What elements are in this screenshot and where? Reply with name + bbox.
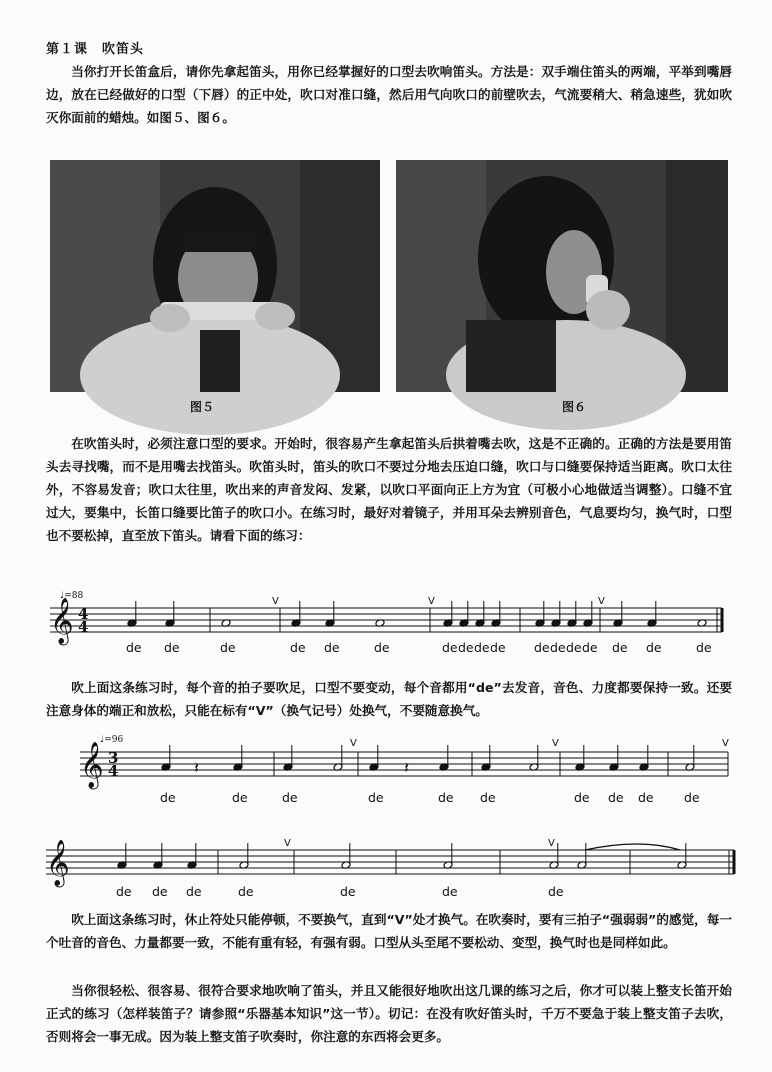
- syllable-label: de: [696, 640, 712, 655]
- syllable-label: de: [480, 790, 496, 805]
- syllable-label: de: [374, 640, 390, 655]
- syllable-label: de: [324, 640, 340, 655]
- syllable-label: de: [442, 884, 458, 899]
- breath-mark-icon: V: [722, 738, 729, 749]
- exercise-2-line-1-notes: [161, 745, 695, 777]
- paragraph-assembly: 当你很轻松、很容易、很符合要求地吹响了笛头，并且又能很好地吹出这几课的练习之后，你才可以装上整支长笛开始正式的练习（怎样装笛子？请参照“乐器基本知识”这一节）。切记：在没有吹好笛头时，千万不要急于装上整支笛子去吹，否则将会一事无成。因为装上整支笛子吹奏时，你注意的东西将会更多。: [46, 983, 732, 1044]
- exercise-1: [40, 586, 740, 666]
- syllable-label: de: [684, 790, 700, 805]
- tie-icon: [585, 844, 680, 850]
- breath-mark-icon: V: [428, 596, 435, 607]
- breath-mark-icon: V: [548, 838, 555, 849]
- syllable-label: de: [458, 640, 474, 655]
- exercise-1-breath-marks: [272, 596, 605, 607]
- photo-figure-6: [396, 160, 728, 392]
- exercise-2-time-top: 3: [108, 749, 119, 767]
- syllable-label: de: [232, 790, 248, 805]
- syllable-label: de: [340, 884, 356, 899]
- exercise-2-time-bottom: 4: [108, 762, 119, 780]
- syllable-label: de: [290, 640, 306, 655]
- exercise-1-syllables: [126, 640, 712, 655]
- syllable-label: de: [282, 790, 298, 805]
- syllable-label: de: [608, 790, 624, 805]
- syllable-label: de: [646, 640, 662, 655]
- syllable-label: de: [534, 640, 550, 655]
- treble-clef-icon: 𝄞: [50, 598, 74, 644]
- syllable-label: de: [238, 884, 254, 899]
- syllable-label: de: [612, 640, 628, 655]
- exercise-2-line-1-syllables: [160, 790, 700, 805]
- treble-clef-icon: 𝄞: [46, 840, 70, 886]
- svg-text:𝄽: 𝄽: [404, 758, 409, 777]
- exercise-2-line-2-breath-marks: [284, 838, 555, 849]
- exercise-2-line-2: [40, 834, 740, 904]
- svg-text:𝄽: 𝄽: [194, 758, 199, 777]
- rest-icon: [404, 758, 409, 777]
- syllable-label: de: [152, 884, 168, 899]
- syllable-label: de: [550, 640, 566, 655]
- syllable-label: de: [126, 640, 142, 655]
- syllable-label: de: [574, 790, 590, 805]
- treble-clef-icon: 𝄞: [80, 742, 104, 788]
- exercise-2-tempo: ♩=96: [100, 735, 124, 745]
- exercise-2-line-2-syllables: [116, 884, 564, 899]
- breath-mark-icon: V: [350, 738, 357, 749]
- syllable-label: de: [160, 790, 176, 805]
- photo-figure-5: [50, 160, 380, 392]
- rest-icon: [194, 758, 199, 777]
- exercise-2-staff-2: [46, 850, 734, 874]
- syllable-label: de: [638, 790, 654, 805]
- syllable-label: de: [116, 884, 132, 899]
- syllable-label: de: [566, 640, 582, 655]
- syllable-label: de: [582, 640, 598, 655]
- breath-mark-icon: V: [284, 838, 291, 849]
- exercise-1-time-top: 4: [78, 605, 89, 623]
- breath-mark-icon: V: [552, 738, 559, 749]
- syllable-label: de: [474, 640, 490, 655]
- paragraph-exercise-2-notes: 吹上面这条练习时，休止符处只能停顿，不要换气，直到“V”处才换气。在吹奏时，要有三拍子“强弱弱”的感觉，每一个吐音的音色、力量都要一致，不能有重有轻，有强有弱。口型从头至尾不要松动、变型，换气时也是同样如此。: [46, 912, 732, 950]
- syllable-label: de: [368, 790, 384, 805]
- syllable-label: de: [220, 640, 236, 655]
- syllable-label: de: [438, 790, 454, 805]
- exercise-2-line-1: [40, 730, 740, 810]
- syllable-label: de: [186, 884, 202, 899]
- syllable-label: de: [164, 640, 180, 655]
- exercise-2-line-1-breath-marks: [350, 738, 729, 749]
- exercise-1-tempo: ♩=88: [60, 591, 84, 601]
- breath-mark-icon: V: [598, 596, 605, 607]
- breath-mark-icon: V: [272, 596, 279, 607]
- syllable-label: de: [490, 640, 506, 655]
- paragraph-embouchure: 在吹笛头时，必须注意口型的要求。开始时，很容易产生拿起笛头后拱着嘴去吹，这是不正确的。正确的方法是要用笛头去寻找嘴，而不是用嘴去找笛头。吹笛头时，笛头的吹口不要过分地去压迫口缝，吹口与口缝要保持适当距离。吹口太往外，不容易发音；吹口太往里，吹出来的声音发闷、发紧，以吹口平面向正上方为宜（可极小心地做适当调整）。口缝不宜过大，要集中，长笛口缝要比笛子的吹口小。在练习时，最好对着镜子，并用耳朵去辨别音色，气息要均匀，换气时，口型也不要松掉，直至放下笛头。请看下面的练习：: [46, 436, 732, 543]
- lesson-title: 第１课 吹笛头: [46, 42, 145, 57]
- paragraph-exercise-1-notes: 吹上面这条练习时，每个音的拍子要吹足，口型不要变动，每个音都用“de”去发音，音色、力度都要保持一致。还要注意身体的端正和放松，只能在标有“V”（换气记号）处换气，不要随意换气。: [46, 680, 732, 718]
- syllable-label: de: [548, 884, 564, 899]
- figure-6-caption: 图６: [562, 400, 587, 414]
- figure-5-caption: 图５: [190, 400, 215, 414]
- exercise-1-time-bottom: 4: [78, 618, 89, 636]
- syllable-label: de: [442, 640, 458, 655]
- paragraph-intro: 当你打开长笛盒后，请你先拿起笛头，用你已经掌握好的口型去吹响笛头。方法是：双手端住笛头的两端，平举到嘴唇边，放在已经做好的口型（下唇）的正中处，吹口对准口缝，然后用气向吹口的前壁吹去，气流要稍大、稍急速些，犹如吹灭你面前的蜡烛。如图５、图６。: [46, 64, 732, 125]
